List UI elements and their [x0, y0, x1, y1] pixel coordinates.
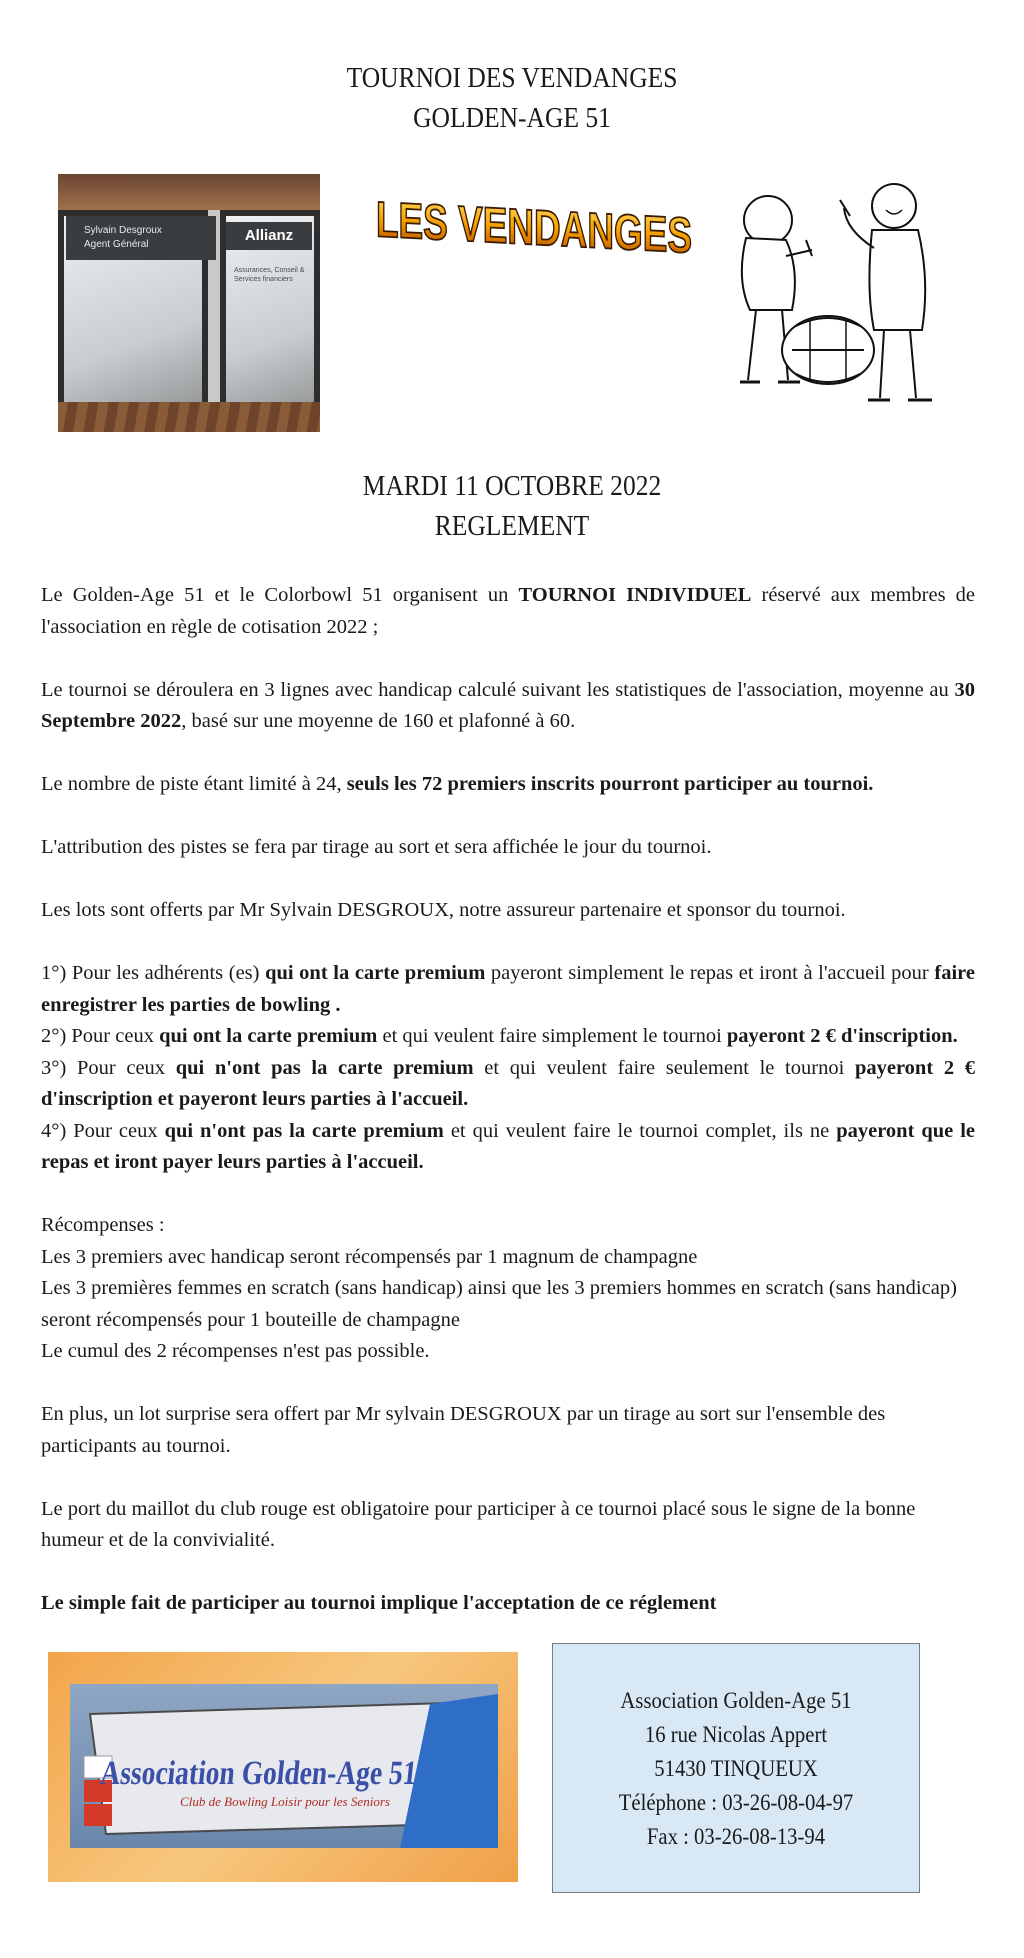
bold-text: faire enregistrer les parties de bowling . — [41, 962, 975, 1016]
reward-2: Les 3 premières femmes en scratch (sans handicap) ainsi que les 3 premiers hommes en scratch (sans handicap) seront récompensés pour 1 bouteille de champagne — [41, 1277, 957, 1331]
bold-text: qui n'ont pas la carte premium — [175, 1056, 474, 1079]
paragraph-organisers — [41, 580, 975, 643]
agency-sign-name: Sylvain Desgroux — [84, 225, 162, 236]
association-logo — [48, 1652, 518, 1882]
agency-sign — [66, 216, 216, 260]
bold-text: 30 Septembre 2022 — [41, 678, 975, 732]
text: et qui veulent faire le tournoi complet, ils ne — [443, 1119, 837, 1142]
text: Le nombre de piste étant limité à 24, — [41, 773, 347, 795]
logo-panel — [70, 1684, 498, 1848]
reward-3: Le cumul des 2 récompenses n'est pas possible. — [41, 1340, 430, 1362]
address-fax: Fax : 03-26-08-13-94 — [646, 1824, 826, 1849]
wordart-les-vendanges — [372, 178, 804, 270]
text: Le Golden-Age 51 et le Colorbowl 51 organisent un — [41, 584, 519, 606]
bold-text: payeront 2 € d'inscription et payeront leurs parties à l'accueil. — [41, 1056, 976, 1110]
agency-sign-role: Agent Général — [84, 239, 149, 250]
bold-text: qui n'ont pas la carte premium — [164, 1119, 444, 1142]
text: réservé aux membres de l'association en règle de cotisation 2022 ; — [41, 584, 975, 638]
agency-photo — [58, 174, 320, 432]
address-street: 16 rue Nicolas Appert — [644, 1722, 828, 1747]
paragraph-jersey: Le port du maillot du club rouge est obligatoire pour participer à ce tournoi placé sous le signe de la bonne humeur et de la convivialité. — [41, 1497, 916, 1551]
paragraph-surprise: En plus, un lot surprise sera offert par Mr sylvain DESGROUX par un tirage au sort sur l'ensemble des participants au tournoi. — [41, 1403, 886, 1457]
address-phone: Téléphone : 03-26-08-04-97 — [618, 1790, 854, 1815]
rule-3 — [41, 1053, 975, 1116]
event-date: MARDI 11 OCTOBRE 2022 — [362, 470, 662, 502]
paragraph-lanes — [41, 769, 975, 801]
text: Le tournoi se déroulera en 3 lignes avec handicap calculé suivant les statistiques de l'association, moyenne au — [41, 678, 955, 701]
rewards-title: Récompenses : — [41, 1214, 165, 1236]
bold-text: seuls les 72 premiers inscrits pourront participer au tournoi. — [346, 773, 874, 795]
allianz-logo: Allianz — [226, 222, 312, 250]
paragraph-format — [41, 675, 975, 738]
paragraph-draw: L'attribution des pistes se fera par tirage au sort et sera affichée le jour du tournoi. — [41, 836, 712, 858]
bold-text: qui ont la carte premium — [265, 962, 486, 984]
wine-tasting-cartoon — [726, 160, 956, 410]
rules-body — [41, 580, 975, 1620]
address-name: Association Golden-Age 51 — [620, 1688, 852, 1713]
text: 3°) Pour ceux — [41, 1056, 176, 1079]
title-line-1: TOURNOI DES VENDANGES — [346, 62, 678, 94]
bold-text: payeront que le repas et iront payer leurs parties à l'accueil. — [41, 1119, 976, 1173]
text: 2°) Pour ceux — [41, 1025, 160, 1047]
rule-4 — [41, 1116, 975, 1179]
paragraph-prizes-sponsor: Les lots sont offerts par Mr Sylvain DESGROUX, notre assureur partenaire et sponsor du tournoi. — [41, 899, 846, 921]
rule-2 — [41, 1021, 975, 1053]
paragraph-acceptance — [41, 1588, 975, 1620]
bold-text: payeront 2 € d'inscription. — [726, 1025, 958, 1047]
bold-text: qui ont la carte premium — [159, 1025, 378, 1047]
reward-1: Les 3 premiers avec handicap seront récompensés par 1 magnum de champagne — [41, 1245, 698, 1268]
text: , basé sur une moyenne de 160 et plafonné à 60. — [181, 710, 576, 732]
rule-1 — [41, 958, 975, 1021]
text: payeront simplement le repas et iront à l'accueil pour — [485, 962, 935, 984]
photo-floor — [58, 402, 320, 432]
wordart-text: LES VENDANGES — [375, 191, 804, 270]
text: 4°) Pour ceux — [41, 1119, 165, 1142]
title-line-2: GOLDEN-AGE 51 — [413, 102, 611, 134]
photo-ceiling — [58, 174, 320, 210]
bold-text: TOURNOI INDIVIDUEL — [518, 584, 752, 606]
agency-services-text: Assurances, Conseil & Services financiers — [234, 267, 305, 283]
reglement-heading: REGLEMENT — [434, 510, 590, 542]
address-city: 51430 TINQUEUX — [654, 1756, 818, 1781]
bold-text: Le simple fait de participer au tournoi implique l'acceptation de ce réglement — [41, 1592, 717, 1614]
text: et qui veulent faire simplement le tournoi — [377, 1025, 727, 1047]
logo-name: Association Golden-Age 51 — [98, 1755, 494, 1792]
text: et qui veulent faire seulement le tournoi — [473, 1056, 855, 1079]
logo-graphic — [70, 1684, 498, 1848]
address-box — [552, 1643, 920, 1893]
logo-tagline: Club de Bowling Loisir pour les Seniors — [180, 1794, 390, 1809]
text: 1°) Pour les adhérents (es) — [41, 962, 266, 984]
